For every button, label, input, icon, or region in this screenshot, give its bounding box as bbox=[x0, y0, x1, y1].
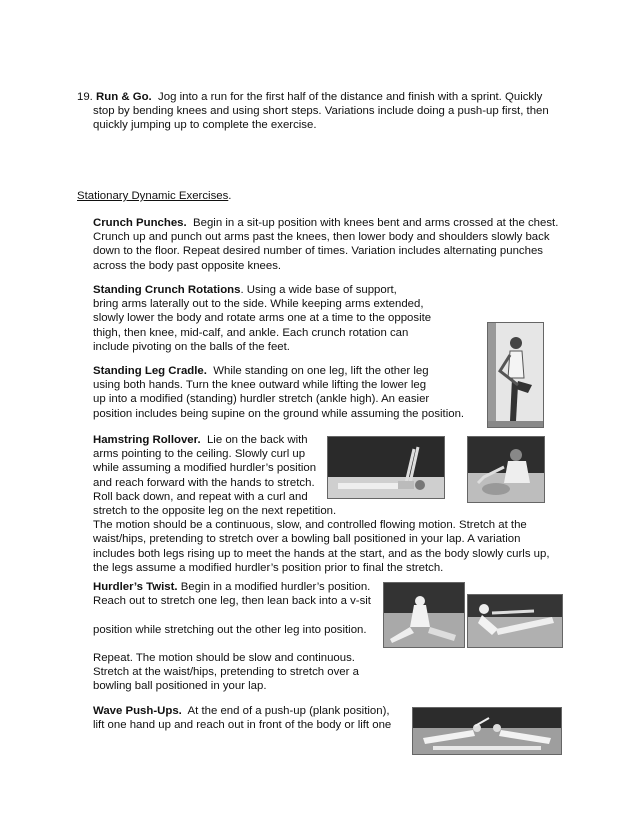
exercise-text: and reach forward with the hands to stretch. bbox=[93, 476, 315, 489]
exercise-text: arms pointing to the ceiling. Slowly curl up bbox=[93, 448, 306, 461]
exercise-text: At the end of a push-up (plank position), bbox=[187, 705, 390, 717]
standing-crunch-rotations bbox=[93, 283, 431, 354]
exercise-text: lift one hand up and reach out in front of the body or lift one bbox=[93, 719, 392, 732]
section-heading bbox=[77, 189, 231, 203]
exercise-text: the legs assume a modified hurdler’s position prior to final the stretch. bbox=[93, 561, 444, 574]
item-19 bbox=[77, 90, 549, 133]
wave-pushups bbox=[93, 704, 391, 732]
exercise-text: bring arms laterally out to the side. While keeping arms extended, bbox=[93, 298, 424, 311]
item-number: 19. bbox=[77, 91, 93, 103]
hurdlers-twist-photo-2 bbox=[467, 594, 563, 648]
item-text: quickly jumping up to complete the exercise. bbox=[93, 119, 317, 132]
exercise-title: Crunch Punches. bbox=[93, 217, 187, 229]
exercise-text: Roll back down, and repeat with a curl and bbox=[93, 490, 308, 503]
exercise-text: . Using a wide base of support, bbox=[240, 284, 397, 296]
exercise-text: position while stretching out the other leg into position. bbox=[93, 623, 367, 636]
leg-cradle-photo bbox=[487, 322, 544, 428]
standing-leg-cradle bbox=[93, 364, 464, 421]
section-title-suffix: . bbox=[228, 190, 232, 202]
item-text: Jog into a run for the first half of the distance and finish with a sprint. Quickly bbox=[158, 91, 543, 103]
hurdlers-twist bbox=[93, 580, 371, 694]
item-text: stop by bending knees and using short steps. Variations include doing a push-up first, then bbox=[93, 105, 549, 118]
exercise-text: bowling ball positioned in your lap. bbox=[93, 680, 267, 693]
exercise-text: across the body past opposite knees. bbox=[93, 259, 282, 272]
exercise-title: Standing Crunch Rotations bbox=[93, 284, 241, 296]
exercise-text: Repeat. The motion should be slow and continuous. bbox=[93, 651, 355, 664]
section-title: Stationary Dynamic Exercises bbox=[77, 190, 229, 202]
exercise-text: while assuming a modified hurdler’s position bbox=[93, 462, 317, 475]
crunch-punches bbox=[93, 216, 558, 273]
exercise-text: While standing on one leg, lift the other leg bbox=[213, 365, 429, 377]
exercise-title: Hamstring Rollover. bbox=[93, 434, 201, 446]
hurdlers-twist-photo-1 bbox=[383, 582, 465, 648]
exercise-text: Begin in a modified hurdler’s position. bbox=[180, 581, 371, 593]
exercise-text: using both hands. Turn the knee outward while lifting the lower leg bbox=[93, 379, 427, 392]
exercise-text: thigh, then knee, mid-calf, and ankle. Each crunch rotation can bbox=[93, 326, 409, 339]
exercise-text: position includes being supine on the ground while assuming the position. bbox=[93, 407, 465, 420]
exercise-text: Begin in a sit-up position with knees bent and arms crossed at the chest. bbox=[193, 217, 559, 229]
exercise-title: Wave Push-Ups. bbox=[93, 705, 182, 717]
exercise-text: waist/hips, pretending to stretch over a bowling ball positioned in your lap. A variation bbox=[93, 533, 521, 546]
item-title: Run & Go. bbox=[96, 91, 152, 103]
wave-pushups-photo bbox=[412, 707, 562, 755]
exercise-text: Stretch at the waist/hips, pretending to stretch over a bbox=[93, 666, 359, 679]
exercise-title: Hurdler’s Twist. bbox=[93, 581, 178, 593]
exercise-title: Standing Leg Cradle. bbox=[93, 365, 207, 377]
exercise-text: up into a modified (standing) hurdler stretch (ankle high). An easier bbox=[93, 393, 430, 406]
exercise-text: stretch to the opposite leg on the next repetition. bbox=[93, 505, 337, 518]
exercise-text: includes both legs rising up to meet the hands at the start, and as the body slowly curls up, bbox=[93, 547, 550, 560]
hamstring-rollover bbox=[93, 433, 550, 575]
exercise-text: slowly lower the body and rotate arms one at a time to the opposite bbox=[93, 312, 432, 325]
exercise-text: Reach out to stretch one leg, then lean back into a v-sit bbox=[93, 595, 371, 608]
exercise-text: include pivoting on the balls of the feet. bbox=[93, 340, 290, 353]
exercise-text: The motion should be a continuous, slow, and controlled flowing motion. Stretch at the bbox=[93, 519, 527, 532]
exercise-text: down to the floor. Repeat desired number of times. Variation includes alternating punches bbox=[93, 245, 543, 258]
exercise-text: Crunch up and punch out arms past the knees, then lower body and shoulders slowly back bbox=[93, 231, 550, 244]
exercise-text: Lie on the back with bbox=[206, 434, 308, 446]
